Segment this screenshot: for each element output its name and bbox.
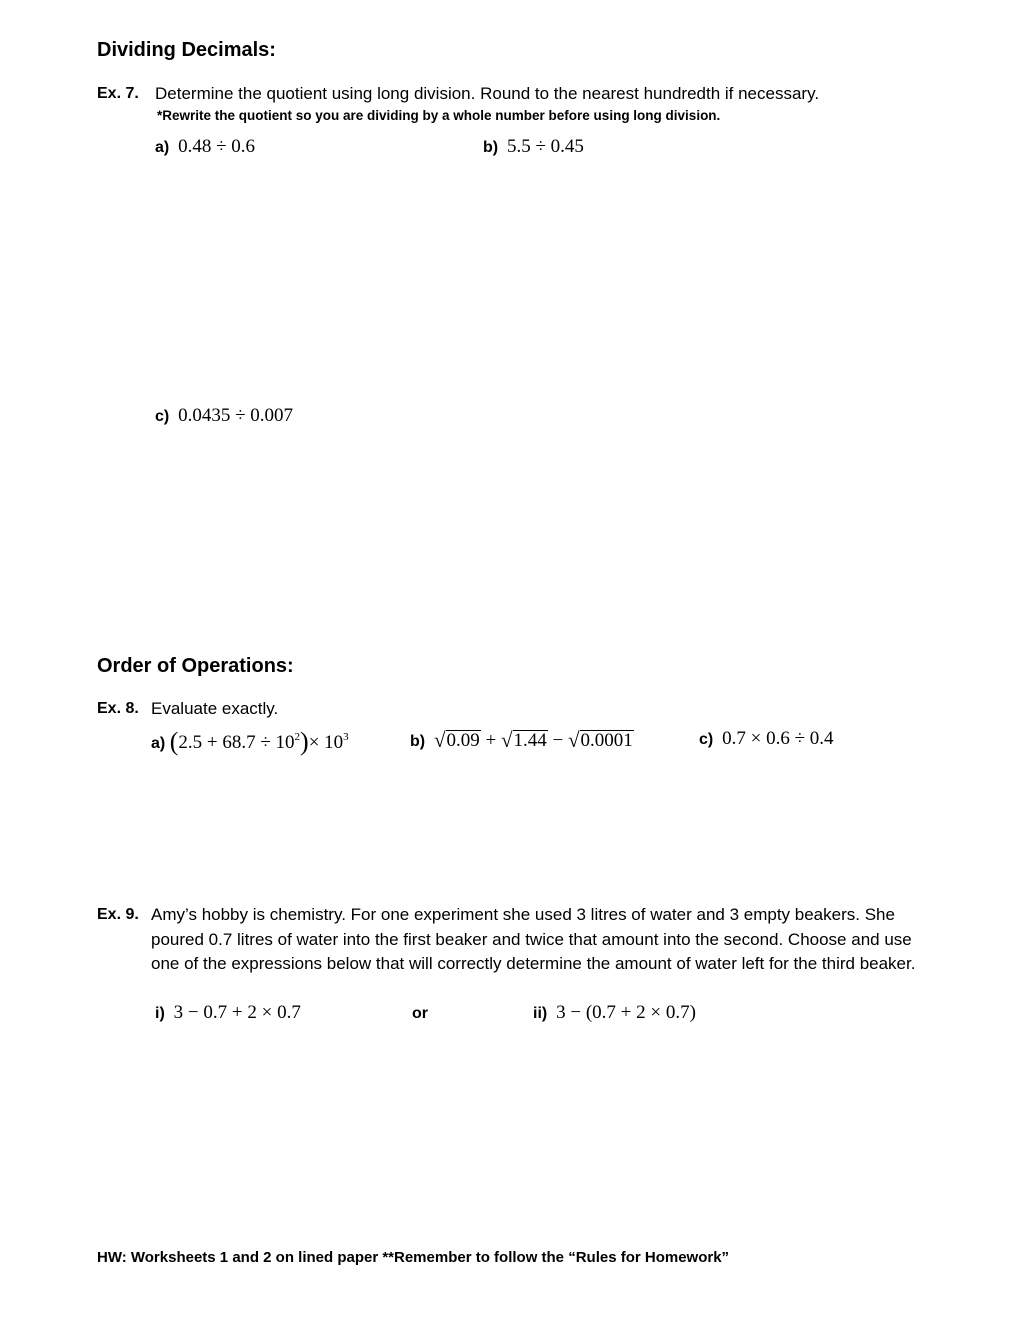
example-8-instruction: Evaluate exactly. [151,699,279,718]
problem-7b-label: b) [483,139,499,156]
problem-7b [483,136,584,158]
problem-8c-expression: 0.7 × 0.6 ÷ 0.4 [722,728,834,749]
example-7-note: *Rewrite the quotient so you are dividing by a whole number before using long division. [157,108,721,123]
radicand-2: 1.44 [513,730,547,751]
problem-8a [151,725,349,755]
problem-9ii [533,1002,696,1024]
problem-8b-expression [434,730,634,751]
sqrt-icon: √ [568,728,580,752]
problem-9i-label: i) [155,1005,165,1022]
sqrt-icon: √ [434,728,446,752]
problem-8b [410,727,634,752]
problem-8c [699,728,834,750]
close-paren: ) [300,727,309,756]
problem-7c-expression: 0.0435 ÷ 0.007 [178,405,294,426]
problem-7a-expression: 0.48 ÷ 0.6 [178,136,256,157]
problem-8a-inner: 2.5 + 68.7 ÷ 10 [178,732,295,753]
problem-8c-label: c) [699,731,714,748]
problem-7c-label: c) [155,408,170,425]
problem-7a [155,136,255,158]
problem-8a-inner-exponent: 2 [294,731,301,743]
operator-1: + [485,730,497,751]
operator-2: − [552,730,564,751]
problem-9i-expression: 3 − 0.7 + 2 × 0.7 [173,1002,301,1023]
problem-8a-label: a) [151,735,166,752]
open-paren: ( [169,727,179,756]
example-7-instruction: Determine the quotient using long division. Round to the nearest hundredth if necessary. [155,84,820,103]
section-heading-order-of-operations: Order of Operations: [97,655,294,677]
or-separator: or [412,1005,428,1022]
problem-7a-label: a) [155,139,170,156]
problem-8a-times-exponent: 3 [343,731,349,743]
radical-2 [501,727,548,752]
example-7-number: Ex. 7. [97,85,139,102]
problem-8b-label: b) [410,733,426,750]
radicand-1: 0.09 [446,730,480,751]
problem-7b-expression: 5.5 ÷ 0.45 [507,136,584,157]
problem-8a-times: × 10 [308,732,344,753]
example-8-number: Ex. 8. [97,700,139,717]
example-9-text: Amy’s hobby is chemistry. For one experiment she used 3 litres of water and 3 empty beakers. She poured 0.7 litres of water into the first beaker and twice that amount into the second. Choose and use one of the expressions below that will correctly determine the amount of water left for the third beaker. [151,905,916,973]
problem-9i [155,1002,301,1024]
radicand-3: 0.0001 [580,730,633,751]
problem-8a-expression [169,727,349,756]
example-9-number: Ex. 9. [97,906,139,923]
problem-9ii-expression: 3 − (0.7 + 2 × 0.7) [556,1002,696,1023]
problem-7c [155,405,293,427]
homework-note: HW: Worksheets 1 and 2 on lined paper **Remember to follow the “Rules for Homework” [97,1249,730,1266]
problem-9ii-label: ii) [533,1005,548,1022]
radical-3 [568,727,634,752]
sqrt-icon: √ [501,728,513,752]
radical-1 [434,727,481,752]
section-heading-dividing-decimals: Dividing Decimals: [97,39,276,61]
